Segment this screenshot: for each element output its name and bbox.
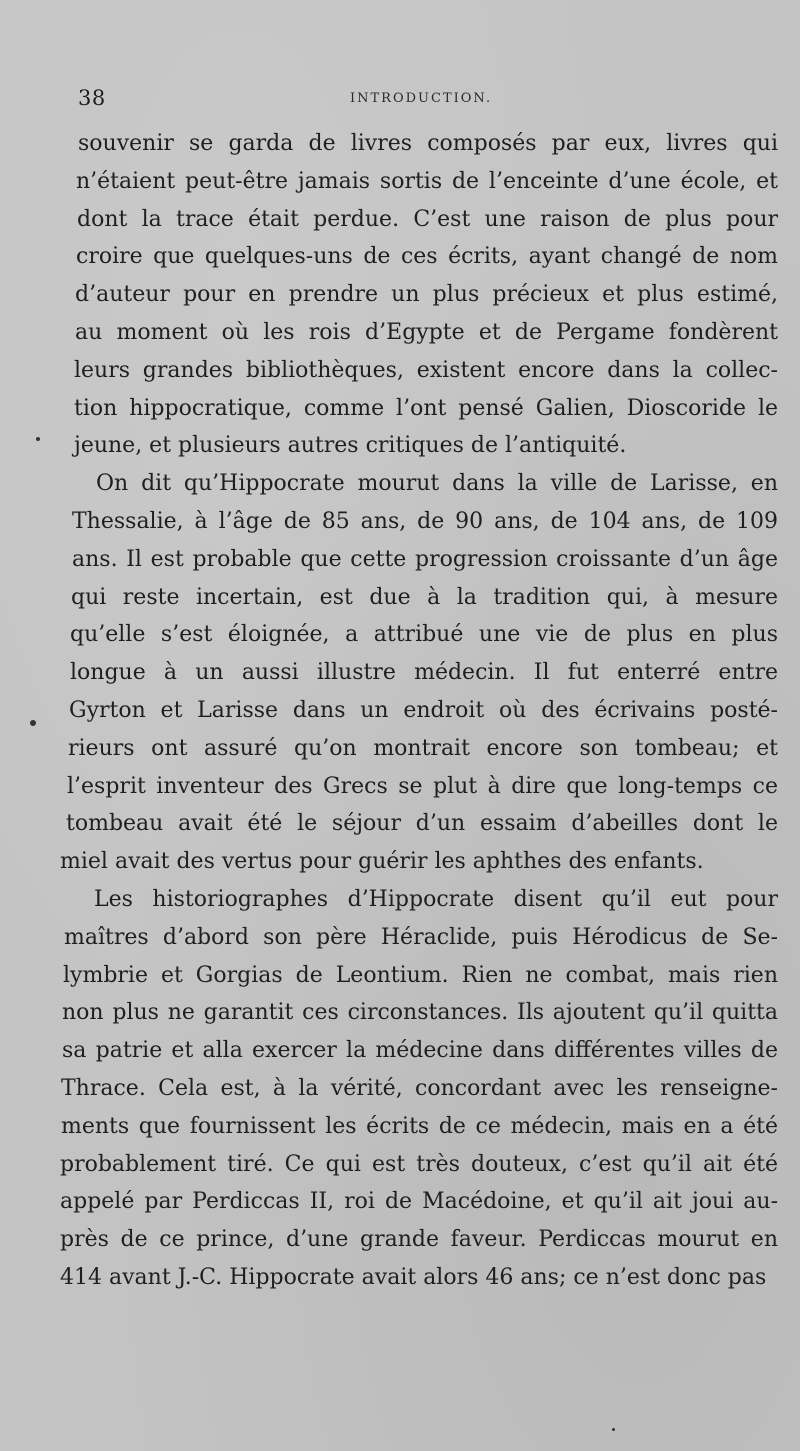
text-line: non plus ne garantit ces circonstances. Ils ajoutent qu’il quitta: [62, 1000, 778, 1026]
text-line: On dit qu’Hippocrate mourut dans la ville de Larisse, en: [96, 471, 778, 497]
text-line: maîtres d’abord son père Héraclide, puis Hérodicus de Se-: [64, 924, 778, 950]
text-line: Gyrton et Larisse dans un endroit où des écrivains posté-: [69, 697, 778, 723]
page-number: 38: [78, 86, 106, 110]
text-line: miel avait des vertus pour guérir les aphthes des enfants.: [60, 849, 704, 875]
text-line: n’étaient peut-être jamais sortis de l’enceinte d’une école, et: [76, 168, 778, 194]
text-line: leurs grandes bibliothèques, existent encore dans la collec-: [74, 357, 778, 383]
text-line: ans. Il est probable que cette progression croissante d’un âge: [72, 546, 778, 572]
text-line: sa patrie et alla exercer la médecine dans différentes villes de: [62, 1038, 778, 1064]
paragraph: [60, 125, 782, 465]
print-speck: [612, 1428, 615, 1431]
paragraph: [60, 465, 782, 881]
text-line: appelé par Perdiccas II, roi de Macédoine, et qu’il ait joui au-: [60, 1189, 778, 1215]
paragraph: [60, 881, 782, 1297]
print-speck: [30, 720, 36, 726]
text-line: Thessalie, à l’âge de 85 ans, de 90 ans, de 104 ans, de 109: [72, 508, 778, 534]
text-line: dont la trace était perdue. C’est une raison de plus pour: [77, 206, 778, 232]
text-line: au moment où les rois d’Egypte et de Pergame fondèrent: [75, 319, 778, 345]
running-title: INTRODUCTION.: [350, 91, 493, 106]
text-line: tion hippocratique, comme l’ont pensé Galien, Dioscoride le: [74, 395, 778, 421]
text-line: qui reste incertain, est due à la tradition qui, à mesure: [71, 584, 778, 610]
page-header: [78, 86, 768, 116]
text-line: l’esprit inventeur des Grecs se plut à dire que long-temps ce: [67, 773, 778, 799]
print-speck: [36, 437, 40, 441]
text-line: 414 avant J.-C. Hippocrate avait alors 46 ans; ce n’est donc pas: [60, 1264, 767, 1290]
text-line: souvenir se garda de livres composés par eux, livres qui: [78, 131, 778, 156]
body-text: [60, 125, 782, 1297]
text-line: lymbrie et Gorgias de Leontium. Rien ne combat, mais rien: [63, 962, 778, 988]
text-line: probablement tiré. Ce qui est très douteux, c’est qu’il ait été: [60, 1151, 778, 1177]
text-line: tombeau avait été le séjour d’un essaim d’abeilles dont le: [66, 811, 778, 837]
text-line: rieurs ont assuré qu’on montrait encore son tombeau; et: [68, 735, 778, 761]
text-line: longue à un aussi illustre médecin. Il fut enterré entre: [70, 660, 778, 686]
text-line: ments que fournissent les écrits de ce médecin, mais en a été: [61, 1113, 778, 1139]
text-line: Les historiographes d’Hippocrate disent qu’il eut pour: [94, 886, 778, 912]
text-line: Thrace. Cela est, à la vérité, concordant avec les renseigne-: [61, 1075, 778, 1101]
text-line: jeune, et plusieurs autres critiques de l’antiquité.: [74, 433, 627, 459]
text-line: qu’elle s’est éloignée, a attribué une vie de plus en plus: [70, 622, 778, 648]
text-line: d’auteur pour en prendre un plus précieux et plus estimé,: [75, 282, 778, 308]
text-line: près de ce prince, d’une grande faveur. Perdiccas mourut en: [60, 1227, 778, 1253]
text-line: croire que quelques-uns de ces écrits, ayant changé de nom: [76, 244, 778, 270]
